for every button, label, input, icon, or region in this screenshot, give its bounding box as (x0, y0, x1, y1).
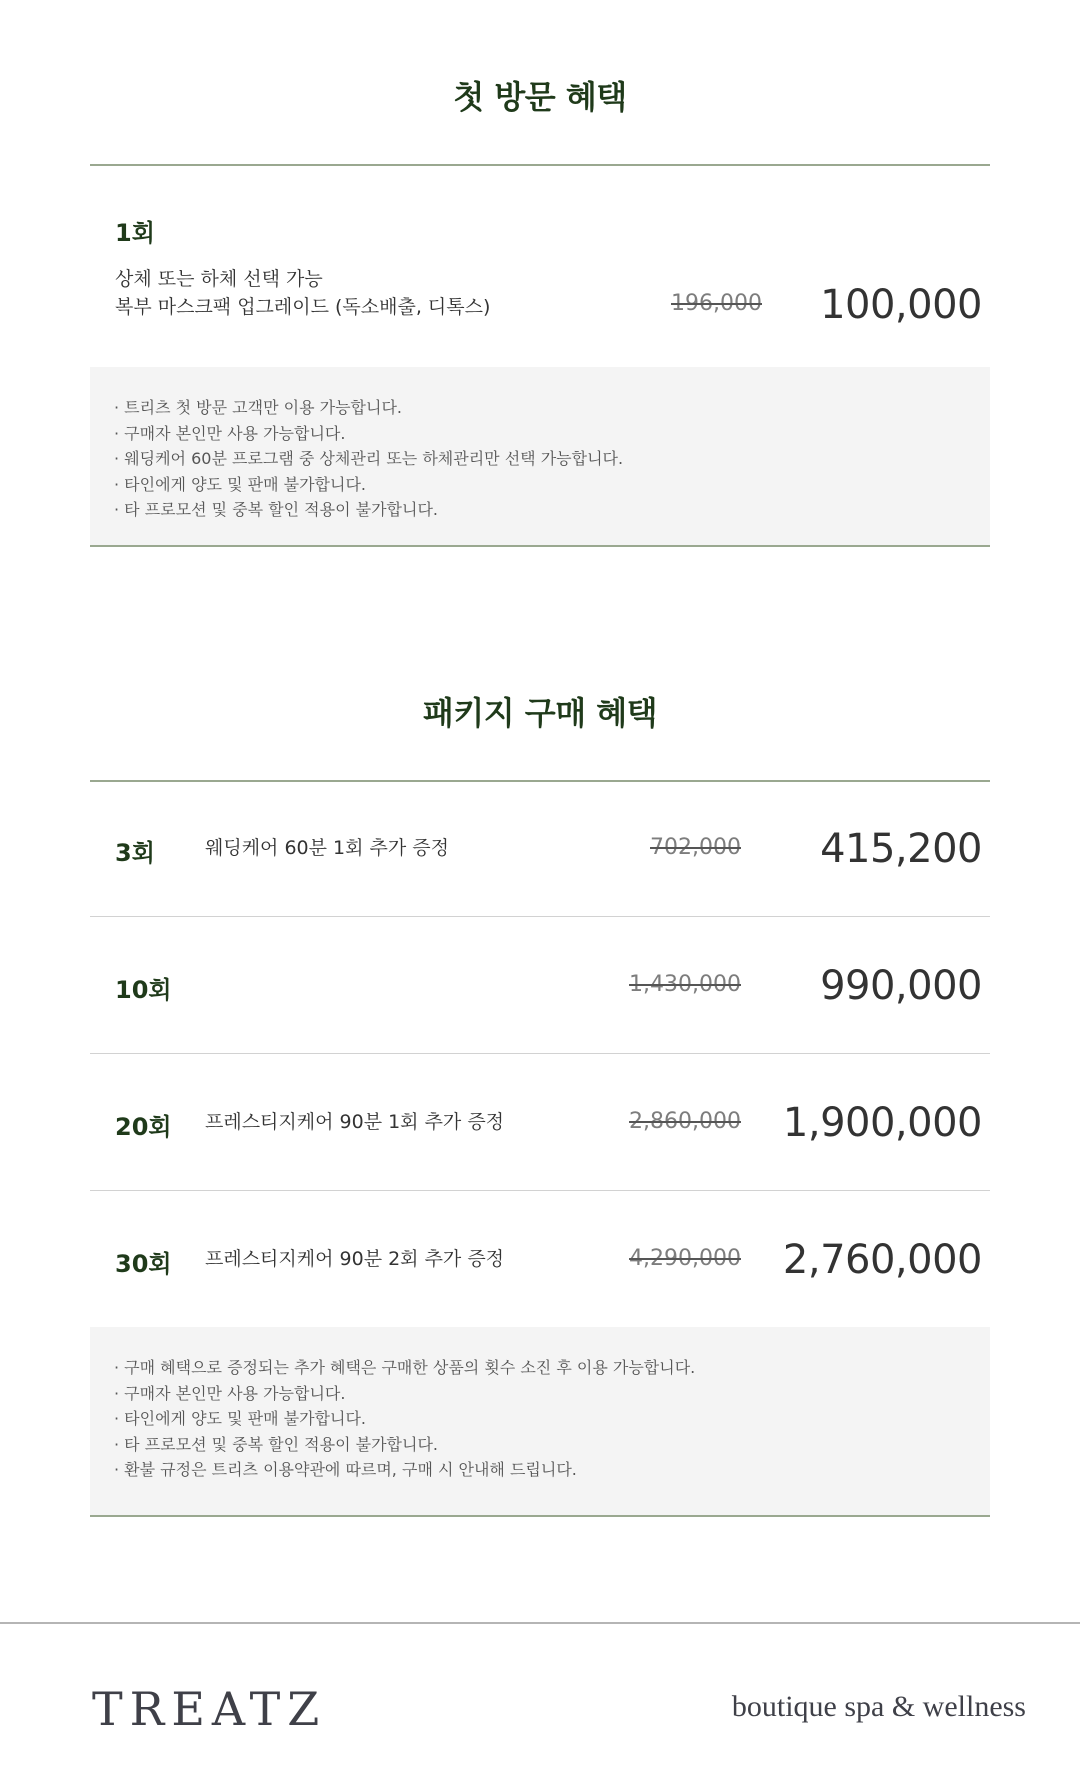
note-item: · 환불 규정은 트리츠 이용약관에 따르며, 구매 시 안내해 드립니다. (114, 1460, 577, 1479)
session-count: 10회 (115, 976, 172, 1004)
row-divider (90, 916, 990, 917)
bonus-description: 웨딩케어 60분 1회 추가 증정 (205, 837, 449, 859)
first-visit-title: 첫 방문 혜택 (453, 78, 627, 116)
note-item: · 타인에게 양도 및 판매 불가합니다. (114, 1409, 366, 1428)
original-price: 2,860,000 (629, 1109, 741, 1134)
session-count: 1회 (115, 219, 155, 247)
original-price: 702,000 (650, 835, 741, 860)
discount-price: 415,200 (820, 826, 982, 872)
original-price: 4,290,000 (629, 1246, 741, 1271)
original-price: 1,430,000 (629, 972, 741, 997)
first-visit-notes (90, 367, 990, 545)
discount-price: 2,760,000 (782, 1237, 982, 1283)
note-item: · 타 프로모션 및 중복 할인 적용이 불가합니다. (114, 500, 438, 519)
note-item: · 타 프로모션 및 중복 할인 적용이 불가합니다. (114, 1434, 438, 1454)
session-count: 20회 (115, 1113, 172, 1141)
session-count: 3회 (115, 839, 155, 867)
package-notes (90, 1327, 990, 1515)
benefit-description-line-2: 복부 마스크팩 업그레이드 (독소배출, 디톡스) (115, 296, 491, 318)
session-count: 30회 (115, 1250, 172, 1278)
section-divider (90, 780, 990, 782)
benefit-description-line-1: 상체 또는 하체 선택 가능 (115, 268, 323, 290)
section-divider (90, 1515, 990, 1517)
discount-price: 1,900,000 (782, 1100, 982, 1146)
note-item: · 웨딩케어 60분 프로그램 중 상체관리 또는 하체관리만 선택 가능합니다. (114, 449, 624, 468)
package-title: 패키지 구매 혜택 (422, 694, 658, 732)
note-item: · 구매자 본인만 사용 가능합니다. (114, 1383, 346, 1403)
note-item: · 트리츠 첫 방문 고객만 이용 가능합니다. (114, 398, 402, 417)
bonus-description: 프레스티지케어 90분 2회 추가 증정 (205, 1248, 505, 1270)
brand-logo: TREATZ (92, 1682, 327, 1736)
section-divider (90, 164, 990, 166)
discount-price: 100,000 (820, 282, 982, 328)
discount-price: 990,000 (820, 963, 982, 1009)
note-item: · 구매자 본인만 사용 가능합니다. (114, 423, 346, 443)
note-item: · 타인에게 양도 및 판매 불가합니다. (114, 474, 366, 494)
note-item: · 구매 혜택으로 증정되는 추가 혜택은 구매한 상품의 횟수 소진 후 이용 가능합니다. (114, 1358, 696, 1377)
footer-divider (0, 1622, 1080, 1624)
bonus-description: 프레스티지케어 90분 1회 추가 증정 (205, 1111, 505, 1133)
original-price: 196,000 (671, 291, 762, 316)
row-divider (90, 1053, 990, 1054)
row-divider (90, 1190, 990, 1191)
section-divider (90, 545, 990, 547)
brand-tagline: boutique spa & wellness (731, 1690, 1026, 1723)
